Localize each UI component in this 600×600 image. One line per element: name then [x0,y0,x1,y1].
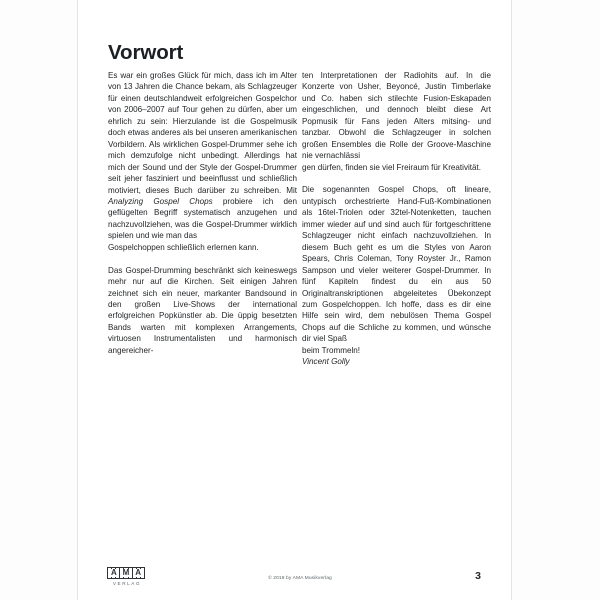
paragraph-last-line: gen dürfen, finden sie viel Freiraum für Kreativität. [302,162,482,172]
publisher-logo-subtitle: VERLAG [112,581,142,586]
paragraph-text: Es war ein großes Glück für mich, dass ich im Alter von 13 Jahren die Chance bekam, als Schlagzeuger für einen deutschlandweit erfolgreichen Gospelchor von 2006–2007 auf Tour gehen zu dürfen, aber um ehrlich zu sein: Hierzulande ist die Gospelmusik doch etwas anderes als bei unseren amerikanischen Vorbildern. Als wirklichen Gospel-Drummer sehe ich mich demzufolge nicht unbedingt. Allerdings hat mich der Sound und der Style der Gospel-Drummer seit jeher fasziniert und beeinflusst und schließlich motiviert, dieses Buch darüber zu schreiben. Mit [108,71,297,195]
paragraph-text: Das Gospel-Drumming beschränkt sich keineswegs mehr nur auf die Kirchen. Seit einigen Jahren zeichnet sich ein neuer, markanter Bandsound in den großen Live-Shows der international erfolgreichen Popkünstler ab. Die üppig besetzten Bands warten mit komplexen Arrangements, virtuosen Instrumentalisten und harmonisch angereicher- [108,265,297,355]
publisher-logo-letter: M [122,568,130,577]
emphasized-title: Analyzing Gospel Chops [108,196,213,206]
page-title: Vorwort [108,40,184,64]
copyright-notice: © 2018 by AMA Musikverlag [268,576,332,581]
body-paragraph [302,184,491,367]
page-number: 3 [475,570,481,582]
paragraph-text: ten Interpretationen der Radiohits auf. In die Konzerte von Usher, Beyoncé, Justin Timberlake und Co. haben sich stilechte Fusion-Eskapaden eingeschlichen, und dennoch bleibt diese Art Popmusik für Fans jeden Alters mitsing- und tanzbar. Obwohl die Schlagzeuger in solchen großen Ensembles die Rolle der Groove-Maschine nie vernachlässi [302,71,491,161]
paragraph-last-line: beim Trommeln! [302,345,361,355]
paragraph-text: probiere ich den geflügelten Begriff systematisch anzugehen und nachzuvollziehen, was die Gospel-Drummer wirklich spielen und wie man das [108,196,298,241]
body-paragraph [108,265,297,357]
author-signature: Vincent Golly [302,357,350,367]
body-column-left [108,70,297,356]
page-left-gutter [0,0,78,600]
page-right-gutter [511,0,600,600]
body-paragraph [108,70,297,253]
publisher-logo-letter: A [135,568,142,577]
body-column-right [302,70,491,368]
body-paragraph [302,70,491,173]
paragraph-text: Die sogenannten Gospel Chops, oft lineare, untypisch orchestrierte Hand-Fuß-Kombinationen als 16tel-Triolen oder 32tel-Notenketten, tauchen immer wieder auf und sind auch für fortgeschrittene Schlagzeuger nicht einfach nachzuvollziehen. In diesem Buch geht es um die Styles von Aaron Spears, Chris Coleman, Tony Royster Jr., Ramon Sampson und vieler weiterer Gospel-Drummer. In fünf Kapiteln findest du ein aus 50 Originaltranskriptionen abgeleitetes Übekonzept zum Gospelchoppen. Ich hoffe, dass es dir eine Hilfe sein wird, dem nebulösen Thema Gospel Chops auf die Schliche zu kommen, und wünsche dir viel Spaß [302,185,491,344]
paragraph-last-line: Gospelchoppen schließlich erlernen kann. [108,242,259,252]
publisher-logo-letter: A [110,568,117,577]
